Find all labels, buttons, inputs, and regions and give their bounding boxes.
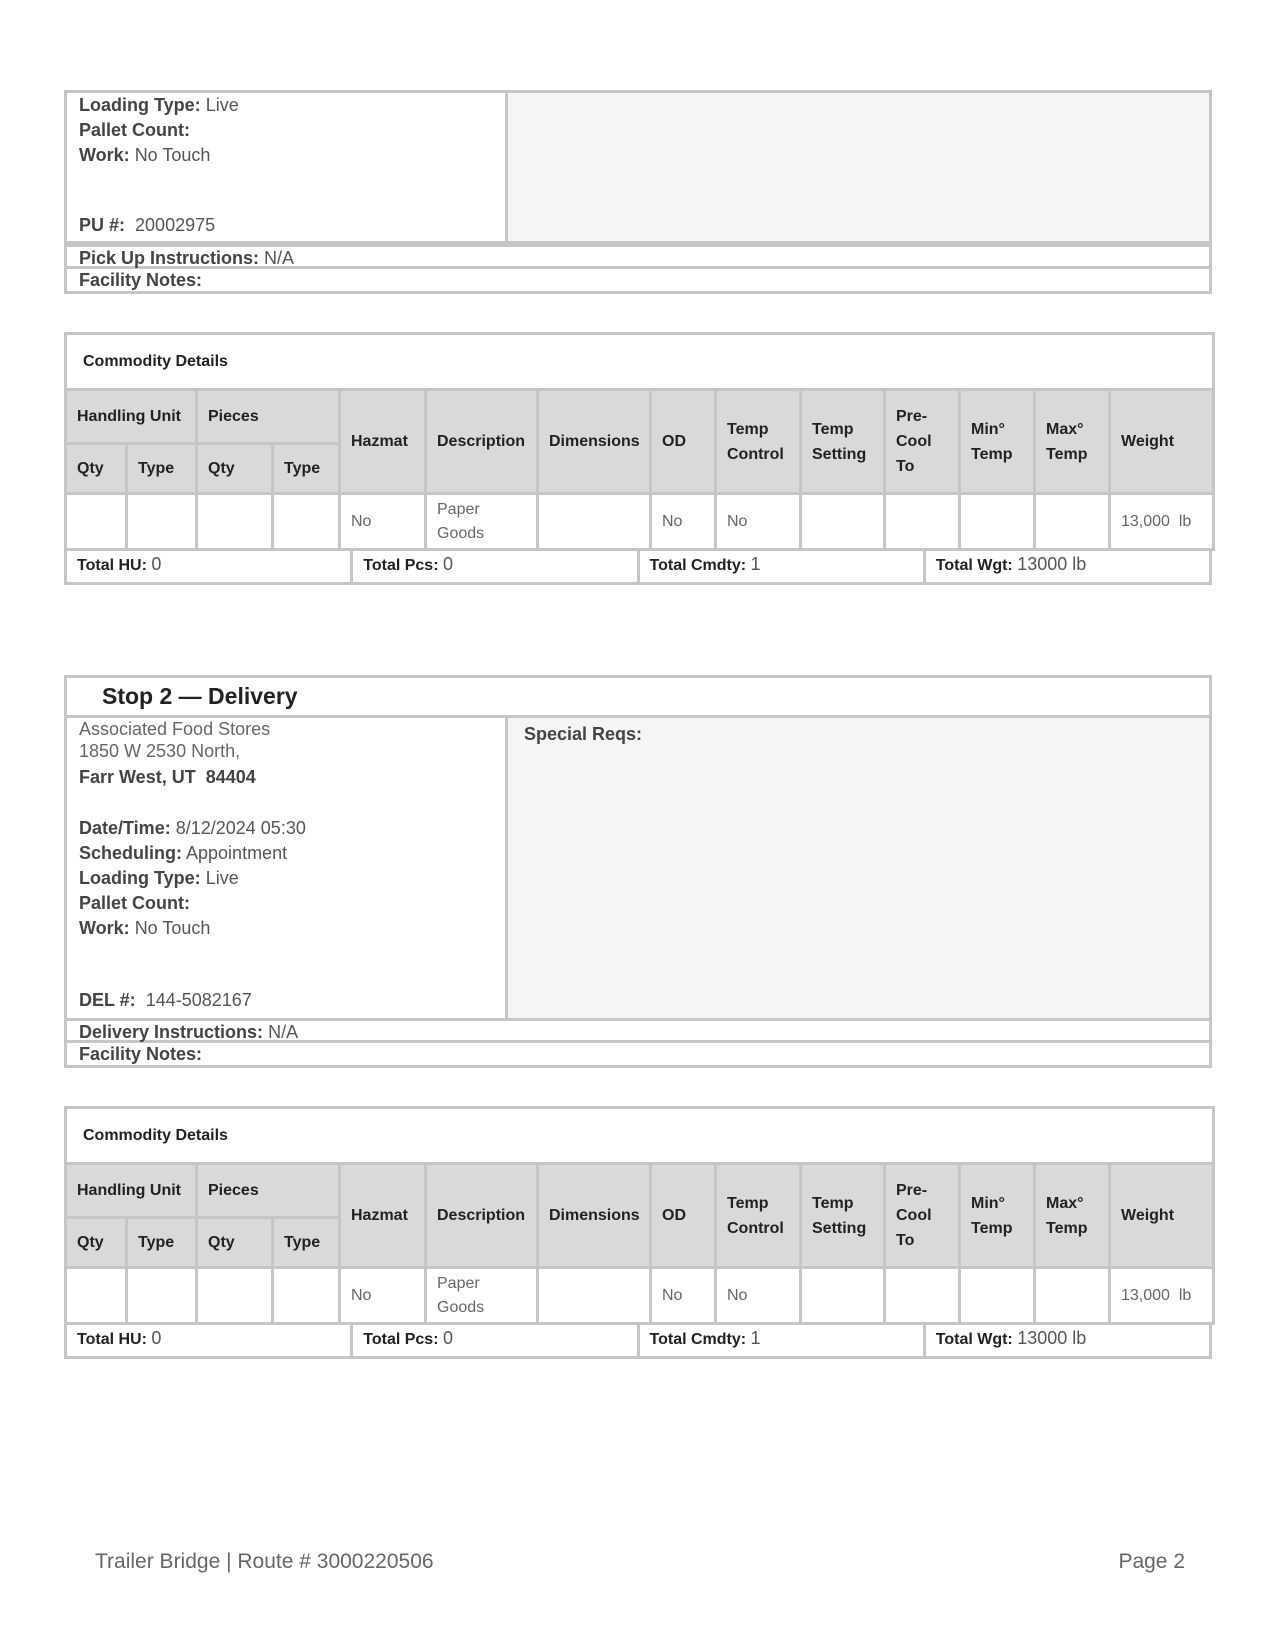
hazmat-cell: No xyxy=(340,1268,426,1324)
del-label: DEL #: xyxy=(79,990,136,1010)
hu-type-header: Type xyxy=(127,444,197,494)
total-wgt xyxy=(926,549,1209,582)
total-hu-value: 0 xyxy=(151,554,162,574)
handling-unit-header: Handling Unit xyxy=(66,1164,197,1218)
footer-page-number: Page 2 xyxy=(1118,1550,1185,1573)
max-temp-cell xyxy=(1035,1268,1110,1324)
pu-number-row xyxy=(79,213,215,238)
hazmat-header: Hazmat xyxy=(340,390,426,494)
pallet-count-label: Pallet Count: xyxy=(79,893,190,913)
temp-control-header: Temp Control xyxy=(716,1164,801,1268)
loading-type-label: Loading Type: xyxy=(79,95,201,115)
loading-type-value: Live xyxy=(205,868,239,888)
commodity-totals-2 xyxy=(64,1323,1212,1359)
hu-qty-header: Qty xyxy=(66,1218,127,1268)
temp-setting-cell xyxy=(801,1268,885,1324)
loading-type-label: Loading Type: xyxy=(79,868,201,888)
stop2-heading: Stop 2 — Delivery xyxy=(102,683,298,709)
commodity-details-title: Commodity Details xyxy=(66,1108,1214,1164)
total-cmdty-label: Total Cmdty: xyxy=(649,1331,747,1348)
stop2-header xyxy=(64,675,1212,718)
max-temp-cell xyxy=(1035,494,1110,550)
footer-route: Trailer Bridge | Route # 3000220506 xyxy=(95,1550,434,1573)
commodity-totals-1 xyxy=(64,549,1212,585)
table-row xyxy=(66,494,1214,550)
delivery-instructions-row xyxy=(64,1018,1212,1043)
scheduling-label: Scheduling: xyxy=(79,843,182,863)
od-header: OD xyxy=(651,390,716,494)
total-wgt-label: Total Wgt: xyxy=(935,1331,1013,1348)
loading-type-row xyxy=(79,93,499,118)
loading-type-row xyxy=(79,866,306,891)
description-header: Description xyxy=(426,390,538,494)
total-wgt xyxy=(926,1323,1209,1356)
commodity-table-2 xyxy=(64,1106,1215,1325)
delivery-facility-notes-row xyxy=(64,1043,1212,1068)
delivery-fields xyxy=(79,816,306,941)
pallet-count-row xyxy=(79,118,499,143)
datetime-value: 8/12/2024 05:30 xyxy=(175,818,306,838)
delivery-company: Associated Food Stores xyxy=(79,719,271,739)
del-value: 144-5082167 xyxy=(145,990,252,1010)
pc-type-cell xyxy=(273,1268,340,1324)
total-wgt-label: Total Wgt: xyxy=(935,557,1013,574)
description-header: Description xyxy=(426,1164,538,1268)
total-cmdty-label: Total Cmdty: xyxy=(649,557,747,574)
delivery-facility-notes-label: Facility Notes: xyxy=(79,1044,203,1064)
hu-qty-cell xyxy=(66,494,127,550)
scheduling-row xyxy=(79,841,306,866)
weight-cell: 13,000 lb xyxy=(1110,1268,1214,1324)
handling-unit-header: Handling Unit xyxy=(66,390,197,444)
work-label: Work: xyxy=(79,918,130,938)
dimensions-header: Dimensions xyxy=(538,390,651,494)
hu-type-header: Type xyxy=(127,1218,197,1268)
total-pcs-label: Total Pcs: xyxy=(363,557,439,574)
max-temp-header: Max° Temp xyxy=(1035,390,1110,494)
pc-type-header: Type xyxy=(273,1218,340,1268)
hazmat-header: Hazmat xyxy=(340,1164,426,1268)
pre-cool-header: Pre-Cool To xyxy=(885,1164,960,1268)
temp-control-cell: No xyxy=(716,1268,801,1324)
total-cmdty xyxy=(640,549,926,582)
total-cmdty xyxy=(640,1323,926,1356)
delivery-address: 1850 W 2530 North, xyxy=(79,741,241,761)
pieces-header: Pieces xyxy=(197,390,340,444)
pre-cool-cell xyxy=(885,1268,960,1324)
delivery-instructions-label: Delivery Instructions: xyxy=(79,1022,264,1042)
work-row xyxy=(79,916,306,941)
delivery-city-state-zip: Farr West, UT 84404 xyxy=(79,767,256,787)
del-number-row xyxy=(79,988,252,1013)
pickup-right-panel xyxy=(505,93,1209,241)
commodity-details-title: Commodity Details xyxy=(66,334,1214,390)
datetime-label: Date/Time: xyxy=(79,818,171,838)
od-cell: No xyxy=(651,494,716,550)
pu-label: PU #: xyxy=(79,215,126,235)
total-hu-label: Total HU: xyxy=(77,1331,147,1348)
pc-qty-header: Qty xyxy=(197,444,273,494)
total-cmdty-value: 1 xyxy=(750,554,761,574)
total-cmdty-value: 1 xyxy=(750,1328,761,1348)
pc-type-header: Type xyxy=(273,444,340,494)
pieces-header: Pieces xyxy=(197,1164,340,1218)
description-cell: Paper Goods xyxy=(426,1268,538,1324)
scheduling-value: Appointment xyxy=(186,843,288,863)
pu-value: 20002975 xyxy=(135,215,216,235)
min-temp-header: Min° Temp xyxy=(960,390,1035,494)
work-value: No Touch xyxy=(134,145,211,165)
pickup-facility-notes-row xyxy=(64,269,1212,294)
work-row xyxy=(79,143,499,168)
pre-cool-cell xyxy=(885,494,960,550)
od-header: OD xyxy=(651,1164,716,1268)
weight-cell: 13,000 lb xyxy=(1110,494,1214,550)
min-temp-cell xyxy=(960,494,1035,550)
hu-type-cell xyxy=(127,1268,197,1324)
temp-control-header: Temp Control xyxy=(716,390,801,494)
pallet-count-row xyxy=(79,891,306,916)
pickup-info-box xyxy=(64,90,1212,244)
total-hu xyxy=(67,1323,353,1356)
pc-qty-cell xyxy=(197,1268,273,1324)
temp-setting-header: Temp Setting xyxy=(801,390,885,494)
pickup-facility-notes-label: Facility Notes: xyxy=(79,270,203,290)
hu-qty-header: Qty xyxy=(66,444,127,494)
special-reqs-panel xyxy=(505,718,1209,1018)
table-row xyxy=(66,1268,1214,1324)
pickup-details xyxy=(79,93,499,241)
dimensions-cell xyxy=(538,1268,651,1324)
total-pcs-value: 0 xyxy=(442,554,453,574)
temp-control-cell: No xyxy=(716,494,801,550)
hu-qty-cell xyxy=(66,1268,127,1324)
total-hu xyxy=(67,549,353,582)
delivery-details xyxy=(79,718,499,1018)
pickup-instructions-row xyxy=(64,244,1212,269)
total-wgt-value: 13000 lb xyxy=(1017,1328,1087,1348)
total-pcs xyxy=(353,549,639,582)
pc-qty-header: Qty xyxy=(197,1218,273,1268)
work-label: Work: xyxy=(79,145,130,165)
total-hu-value: 0 xyxy=(151,1328,162,1348)
temp-setting-header: Temp Setting xyxy=(801,1164,885,1268)
weight-header: Weight xyxy=(1110,390,1214,494)
min-temp-cell xyxy=(960,1268,1035,1324)
total-wgt-value: 13000 lb xyxy=(1017,554,1087,574)
weight-header: Weight xyxy=(1110,1164,1214,1268)
special-reqs-label: Special Reqs: xyxy=(524,724,643,744)
temp-setting-cell xyxy=(801,494,885,550)
hazmat-cell: No xyxy=(340,494,426,550)
pickup-instructions-label: Pick Up Instructions: xyxy=(79,248,260,268)
work-value: No Touch xyxy=(134,918,211,938)
delivery-info-box xyxy=(64,715,1212,1021)
loading-type-value: Live xyxy=(205,95,239,115)
description-cell: Paper Goods xyxy=(426,494,538,550)
datetime-row xyxy=(79,816,306,841)
total-pcs-label: Total Pcs: xyxy=(363,1331,439,1348)
commodity-table-1 xyxy=(64,332,1215,551)
od-cell: No xyxy=(651,1268,716,1324)
max-temp-header: Max° Temp xyxy=(1035,1164,1110,1268)
total-pcs-value: 0 xyxy=(442,1328,453,1348)
dimensions-header: Dimensions xyxy=(538,1164,651,1268)
pallet-count-label: Pallet Count: xyxy=(79,120,190,140)
pc-qty-cell xyxy=(197,494,273,550)
total-pcs xyxy=(353,1323,639,1356)
min-temp-header: Min° Temp xyxy=(960,1164,1035,1268)
hu-type-cell xyxy=(127,494,197,550)
pickup-instructions-value: N/A xyxy=(264,248,295,268)
dimensions-cell xyxy=(538,494,651,550)
pc-type-cell xyxy=(273,494,340,550)
pre-cool-header: Pre-Cool To xyxy=(885,390,960,494)
delivery-instructions-value: N/A xyxy=(268,1022,299,1042)
total-hu-label: Total HU: xyxy=(77,557,147,574)
